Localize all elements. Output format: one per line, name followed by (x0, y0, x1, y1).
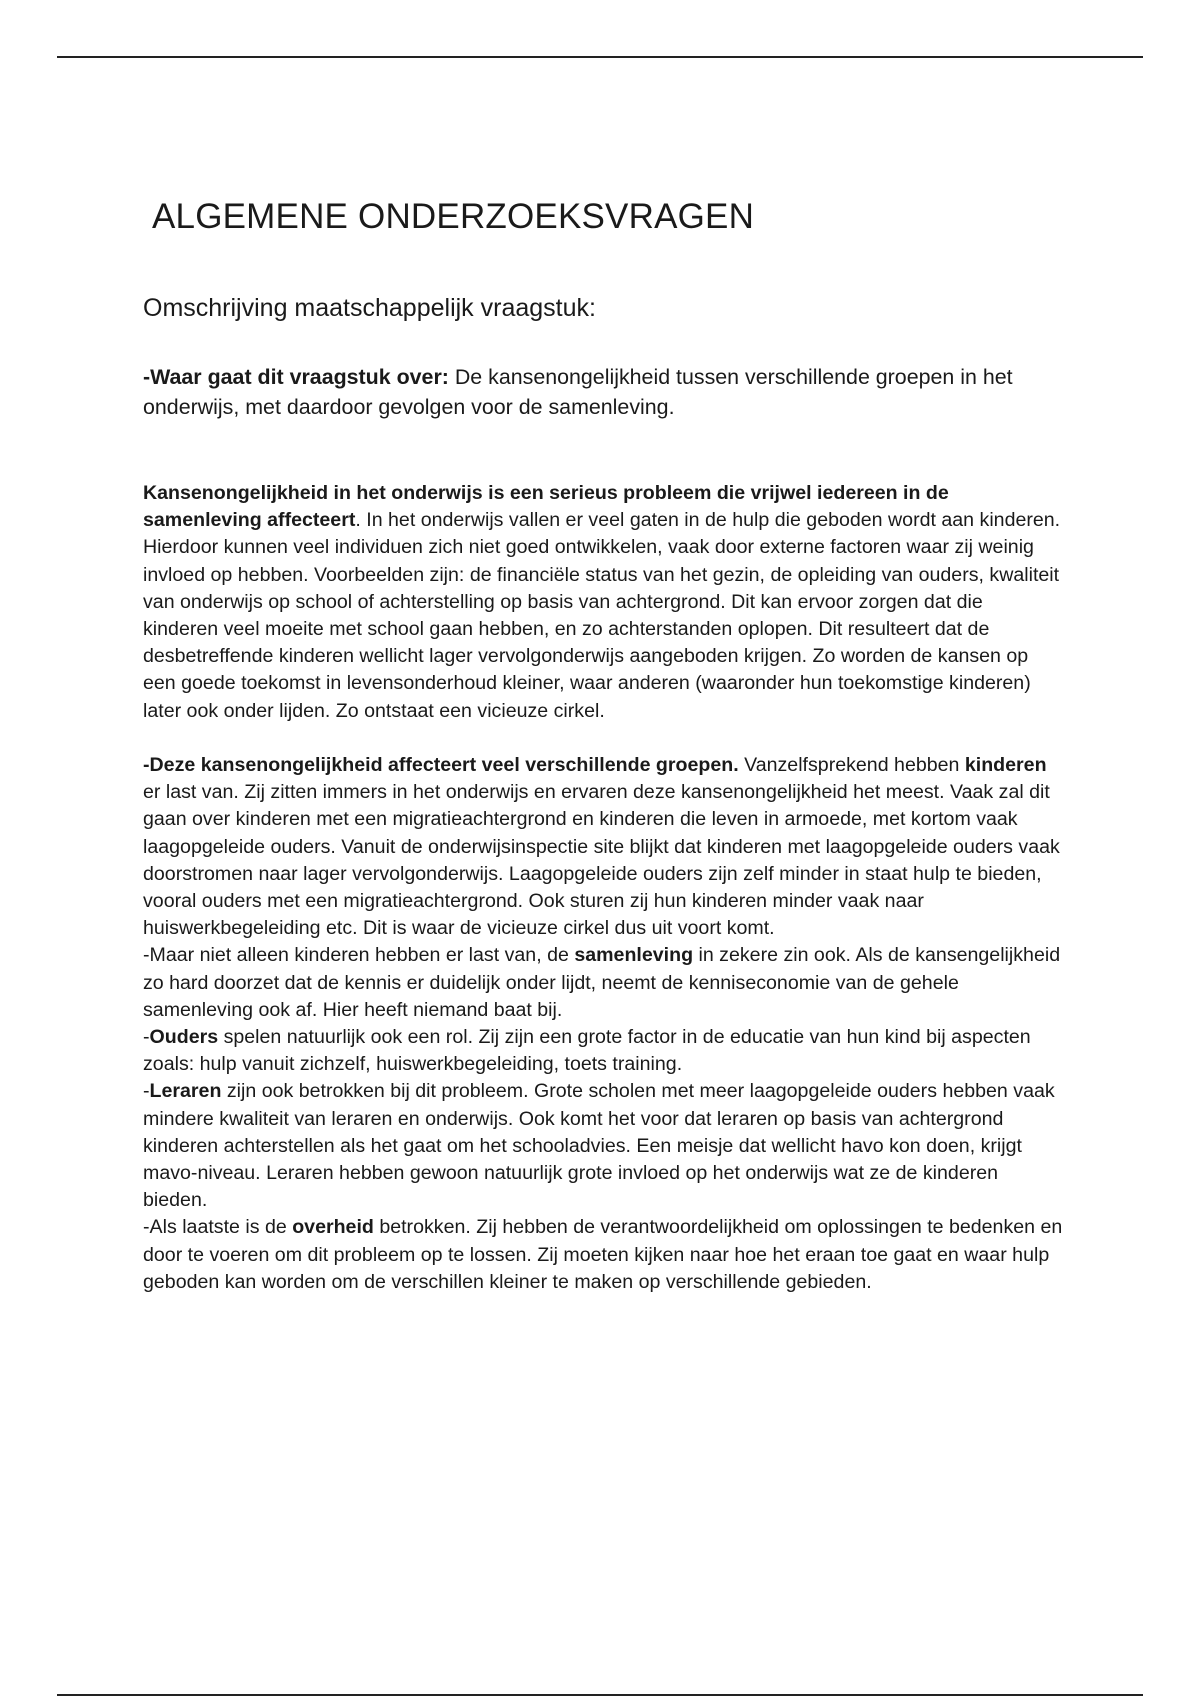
bottom-rule (57, 1694, 1143, 1696)
intro-lead: -Waar gaat dit vraagstuk over: (143, 365, 449, 389)
main-paragraph-lead: Kansenongelijkheid in het onderwijs is een serieus probleem die vrijwel iedereen in de samenleving affecteert (143, 482, 949, 532)
page-title: ALGEMENE ONDERZOEKSVRAGEN (152, 197, 755, 236)
overheid-text: betrokken. Zij hebben de verantwoordelijkheid om oplossingen te bedenken en door te voeren om dit probleem op te lossen. Zij moeten kijken naar hoe het eraan toe gaat en waar hulp geboden kan worden om de verschillen kleiner te maken op verschillende gebieden. (143, 1216, 1063, 1293)
groups-section (143, 752, 1063, 1296)
samenleving-text: in zekere zin ook. Als de kansengelijkheid zo hard doorzet dat de kennis er duidelijk onder lijdt, neemt de kenniseconomie van de gehele samenleving ook af. Hier heeft niemand baat bij. (143, 944, 1061, 1021)
intro-text: De kansenongelijkheid tussen verschillende groepen in het onderwijs, met daardoor gevolgen voor de samenleving. (143, 365, 1013, 419)
overheid-bold: overheid (292, 1216, 374, 1239)
overheid-paragraph (143, 1214, 1063, 1296)
groups-lead: -Deze kansenongelijkheid affecteert veel verschillende groepen. (143, 754, 739, 776)
leraren-paragraph (143, 1078, 1063, 1214)
ouders-pre: - (143, 1026, 150, 1049)
ouders-bold: Ouders (149, 1026, 219, 1049)
leraren-pre: - (143, 1080, 150, 1103)
samenleving-bold: samenleving (574, 944, 694, 967)
main-paragraph (143, 480, 1063, 725)
intro-paragraph (143, 362, 1063, 422)
groups-text-1: Vanzelfsprekend hebben (738, 754, 965, 776)
ouders-paragraph (143, 1024, 1063, 1078)
ouders-text: spelen natuurlijk ook een rol. Zij zijn een grote factor in de educatie van hun kind bij aspecten zoals: hulp vanuit zichzelf, huiswerkbegeleiding, toets training. (143, 1026, 1031, 1076)
groups-kinderen: kinderen (964, 754, 1047, 776)
groups-paragraph (143, 752, 1063, 942)
samenleving-paragraph (143, 942, 1063, 1024)
samenleving-pre: -Maar niet alleen kinderen hebben er last van, de (143, 944, 575, 967)
groups-text-2: er last van. Zij zitten immers in het onderwijs en ervaren deze kansenongelijkheid het meest. Vaak zal dit gaan over kinderen met een migratieachtergrond en kinderen die leven in armoede, met kortom vaak laagopgeleide ouders. Vanuit de onderwijsinspectie site blijkt dat kinderen met laagopgeleide ouders vaak doorstromen naar lager vervolgonderwijs. Laagopgeleide ouders zijn zelf minder in staat hulp te bieden, vooral ouders met een migratieachtergrond. Ook sturen zij hun kinderen minder vaak naar huiswerkbegeleiding etc. Dit is waar de vicieuze cirkel dus uit voort komt. (143, 781, 1060, 940)
main-paragraph-text: . In het onderwijs vallen er veel gaten in de hulp die geboden wordt aan kinderen. Hierdoor kunnen veel individuen zich niet goed ontwikkelen, vaak door externe factoren waar zij weinig invloed op hebben. Voorbeelden zijn: de financiële status van het gezin, de opleiding van ouders, kwaliteit van onderwijs op school of achterstelling op basis van achtergrond. Dit kan ervoor zorgen dat die kinderen veel moeite met school gaan hebben, en zo achterstanden oplopen. Dit resulteert dat de desbetreffende kinderen wellicht lager vervolgonderwijs aangeboden krijgen. Zo worden de kansen op een goede toekomst in levensonderhoud kleiner, waar anderen (waaronder hun toekomstige kinderen) later ook onder lijden. Zo ontstaat een vicieuze cirkel. (143, 509, 1061, 722)
leraren-bold: Leraren (149, 1080, 222, 1103)
top-rule (57, 56, 1143, 58)
overheid-pre: -Als laatste is de (143, 1216, 293, 1239)
leraren-text: zijn ook betrokken bij dit probleem. Grote scholen met meer laagopgeleide ouders hebben vaak mindere kwaliteit van leraren en onderwijs. Ook komt het voor dat leraren op basis van achtergrond kinderen achterstellen als het gaat om het schooladvies. Een meisje dat wellicht havo kon doen, krijgt mavo-niveau. Leraren hebben gewoon natuurlijk grote invloed op het onderwijs wat ze de kinderen bieden. (143, 1080, 1055, 1212)
section-subtitle: Omschrijving maatschappelijk vraagstuk: (143, 294, 596, 322)
